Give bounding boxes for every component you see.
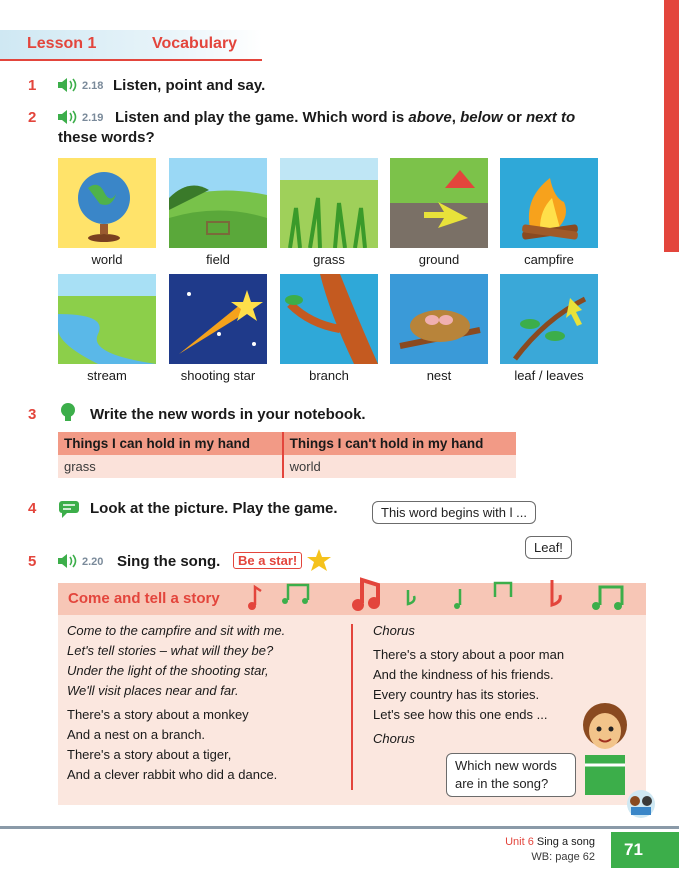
lyric-line: Come to the campfire and sit with me. [67,623,286,638]
lyric-line: There's a story about a poor man [373,647,565,662]
be-a-star-badge: Be a star! [233,552,302,569]
track-number: 2.19 [82,112,104,124]
exercise-number: 2 [28,109,37,126]
lyric-line: There's a story about a monkey [67,707,249,722]
lyric-line: There's a story about a tiger, [67,747,232,762]
track-number: 2.18 [82,80,104,92]
picture-shooting-star[interactable] [169,274,267,364]
unit-label: Unit 6 Sing a song [505,836,595,848]
chorus-label: Chorus [373,623,415,638]
exercise-number: 1 [28,77,37,94]
reply-bubble: Leaf! [525,536,572,559]
question-bubble: Which new words are in the song? [446,753,576,797]
page-title: Vocabulary [152,35,238,52]
exercise-number: 5 [28,553,37,570]
table-header: Things I can hold in my hand [58,432,283,455]
header-underline [0,59,262,61]
word-sort-table [58,432,516,478]
picture-ground[interactable] [390,158,488,248]
word-label: nest [426,368,452,383]
instruction-text-cont: these words? [58,129,155,146]
exercise-number: 3 [28,406,37,423]
instruction-text: Listen, point and say. [113,77,266,94]
audio-speaker-icon[interactable] [57,77,79,93]
lyric-line: Let's tell stories – what will they be? [67,643,274,658]
speech-bubble: This word begins with l ... [372,501,536,524]
lyric-line: And the kindness of his friends. [373,667,554,682]
footer-rule [0,826,679,829]
word-label: shooting star [180,368,256,383]
word-label: branch [309,368,349,383]
lyric-line: And a nest on a branch. [67,727,206,742]
instruction-text: Sing the song. [117,553,221,570]
star-icon [306,548,332,572]
kids-reading-icon [623,789,659,819]
table-cell: grass [58,455,283,478]
picture-nest[interactable] [390,274,488,364]
workbook-reference: WB: page 62 [531,851,595,863]
music-notes-icon [240,575,640,615]
lyric-line: And a clever rabbit who did a dance. [67,767,278,782]
page-number: 71 [624,840,643,859]
word-label: leaf / leaves [514,368,584,383]
lesson-label: Lesson 1 [27,35,97,52]
lyric-line: Every country has its stories. [373,687,540,702]
picture-branch[interactable] [280,274,378,364]
chorus-label: Chorus [373,731,415,746]
lyric-line: We'll visit places near and far. [67,683,239,698]
picture-campfire[interactable] [500,158,598,248]
word-label: stream [87,368,127,383]
word-label: ground [418,252,460,267]
exercise-number: 4 [28,500,37,517]
side-tab [664,0,679,252]
word-label: campfire [524,252,574,267]
page-number-box [611,832,679,868]
picture-stream[interactable] [58,274,156,364]
lyric-line: Let's see how this one ends ... [373,707,548,722]
boy-character-illustration [575,695,635,795]
song-divider [351,624,353,790]
audio-speaker-icon[interactable] [57,553,79,569]
word-label: field [206,252,230,267]
word-label: grass [313,252,345,267]
picture-world[interactable] [58,158,156,248]
picture-field[interactable] [169,158,267,248]
song-verse-left [67,621,347,785]
table-header: Things I can't hold in my hand [283,432,516,455]
table-cell: world [283,455,516,478]
lightbulb-icon [60,402,76,424]
instruction-text: Write the new words in your notebook. [90,406,366,423]
instruction-text: Look at the picture. Play the game. [90,500,338,517]
speech-icon [58,500,80,518]
song-title: Come and tell a story [68,590,220,607]
track-number: 2.20 [82,556,104,568]
picture-leaf[interactable] [500,274,598,364]
word-label: world [91,252,123,267]
lyric-line: Under the light of the shooting star, [67,663,269,678]
instruction-text: Listen and play the game. Which word is above, below or next to [115,109,576,126]
picture-grass[interactable] [280,158,378,248]
audio-speaker-icon[interactable] [57,109,79,125]
